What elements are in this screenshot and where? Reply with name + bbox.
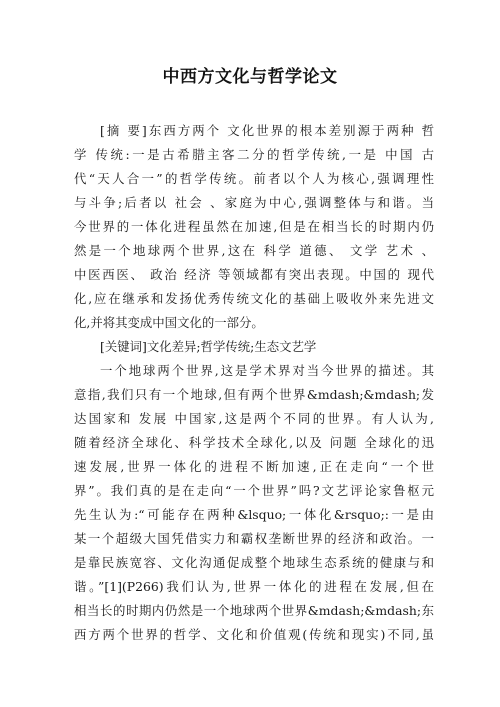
abstract-line: 代“天人合一”的哲学传统。前者以个人为核心,强调理性: [74, 171, 434, 186]
body-line: 先生认为:“可能存在两种&lsquo;一体化&rsquo;:一是由: [74, 507, 434, 522]
abstract-line: 化,应在继承和发扬优秀传统文化的基础上吸收外来先进文: [74, 291, 434, 306]
abstract-line: 与斗争;后者以 社会 、家庭为中心,强调整体与和谐。当: [74, 195, 434, 210]
body-line: 相当长的时期内仍然是一个地球两个世界&mdash;&mdash;东: [74, 603, 434, 618]
abstract-line: 化,并将其变成中国文化的一部分。: [74, 315, 264, 330]
body-line: 界”。我们真的是在走向“一个世界”吗?文艺评论家鲁枢元: [74, 483, 434, 498]
keywords-line: [关键词]文化差异;哲学传统;生态文艺学: [100, 339, 317, 354]
abstract-line: 中医西医、 政治 经济 等领域都有突出表现。中国的 现代: [74, 267, 434, 282]
body-line: 速发展,世界一体化的进程不断加速,正在走向“一个世: [74, 459, 434, 474]
abstract-line: 学 传统:一是古希腊主客二分的哲学传统,一是 中国 古: [74, 147, 434, 162]
body-line: 一个地球两个世界,这是学术界对当今世界的描述。其: [100, 363, 434, 378]
body-line: 意指,我们只有一个地球,但有两个世界&mdash;&mdash;发: [74, 387, 434, 402]
abstract-line: 今世界的一体化进程虽然在加速,但是在相当长的时期内仍: [74, 219, 434, 234]
document-body: [74, 119, 434, 647]
abstract-line: [摘 要]东西方两个 文化世界的根本差别源于两种 哲: [100, 123, 434, 138]
body-line: 某一个超级大国凭借实力和霸权垄断世界的经济和政治。一: [74, 531, 434, 546]
document-title: 中西方文化与哲学论文: [162, 67, 338, 87]
body-line: 谐。”[1](P266)我们认为,世界一体化的进程在发展,但在: [74, 579, 434, 594]
body-line: 是靠民族宽容、文化沟通促成整个地球生态系统的健康与和: [74, 555, 434, 570]
body-line: 达国家和 发展 中国家,这是两个不同的世界。有人认为,: [74, 411, 434, 426]
abstract-line: 然是一个地球两个世界,这在 科学 道德、 文学 艺术 、: [74, 243, 434, 258]
body-line: 随着经济全球化、科学技术全球化,以及 问题 全球化的迅: [74, 435, 434, 450]
body-line: 西方两个世界的哲学、文化和价值观(传统和现实)不同,虽: [74, 627, 434, 642]
